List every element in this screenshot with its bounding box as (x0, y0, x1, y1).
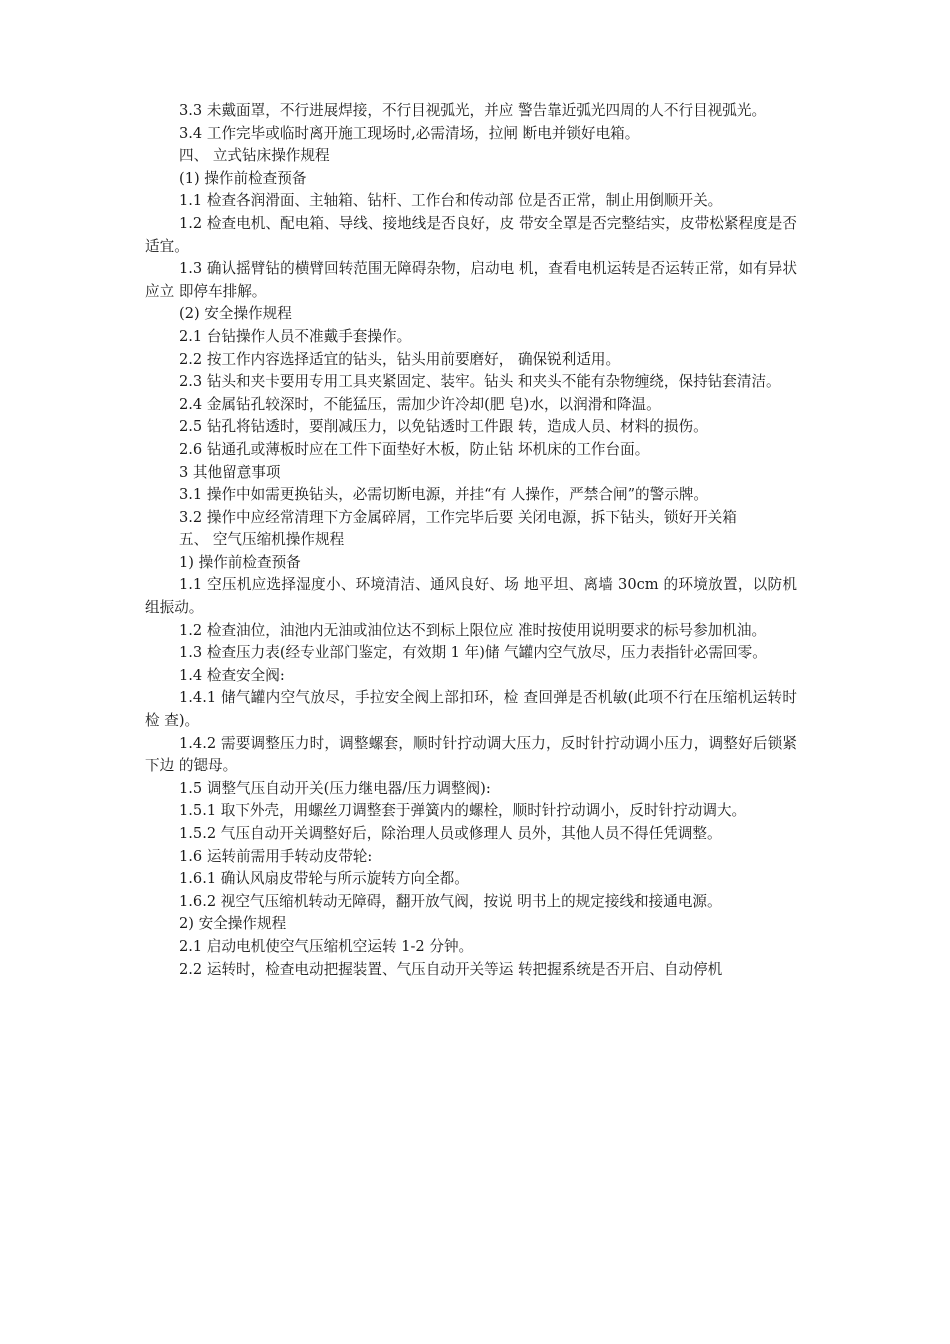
paragraph: 1.5 调整气压自动开关(压力继电器/压力调整阀): (179, 779, 491, 797)
paragraph: 1.6 运转前需用手转动皮带轮: (179, 847, 373, 865)
paragraph: 1.5.1 取下外壳，用螺丝刀调整套于弹簧内的螺栓，顺时针拧动调小，反时针拧动调大。 (179, 802, 747, 820)
paragraph: 2.1 台钻操作人员不准戴手套操作。 (179, 327, 412, 345)
section-heading: 四、 立式钻床操作规程 (179, 147, 330, 165)
paragraph: 2.4 金属钻孔较深时，不能猛压，需加少许冷却(肥 皂)水，以润滑和降温。 (179, 395, 661, 413)
paragraph: 2.1 启动电机使空气压缩机空运转 1-2 分钟。 (179, 937, 474, 955)
paragraph: 2.6 钻通孔或薄板时应在工件下面垫好木板，防止钻 坏机床的工作台面。 (179, 440, 650, 458)
paragraph: 1.3 确认摇臂钻的横臂回转范围无障碍杂物，启动电 机，查看电机运转是否运转正常，如有异状应立 即停车排解。 (145, 260, 797, 300)
paragraph: 1.1 空压机应选择湿度小、环境清洁、通风良好、场 地平坦、离墙 30cm 的环境放置，以防机组振动。 (145, 576, 797, 617)
paragraph: 2.2 按工作内容选择适宜的钻头，钻头用前要磨好， 确保锐利适用。 (179, 350, 621, 368)
subsection-heading: 1) 操作前检查预备 (179, 553, 301, 571)
subsection-heading: (2) 安全操作规程 (179, 305, 292, 323)
paragraph: 2.5 钻孔将钻透时，要削减压力，以免钻透时工件跟 转，造成人员、材料的损伤。 (179, 418, 708, 436)
paragraph: 1.6.2 视空气压缩机转动无障碍，翻开放气阀，按说 明书上的规定接线和接通电源。 (179, 892, 722, 910)
document-body (145, 100, 797, 981)
paragraph: 3.4 工作完毕或临时离开施工现场时,必需清场，拉闸 断电并锁好电箱。 (179, 124, 640, 142)
paragraph: 2.3 钻头和夹卡要用专用工具夹紧固定、装牢。钻头 和夹头不能有杂物缠绕，保持钻套清洁。 (179, 373, 781, 391)
paragraph: 1.6.1 确认风扇皮带轮与所示旋转方向全都。 (179, 870, 469, 888)
subsection-heading: 2) 安全操作规程 (179, 915, 287, 933)
paragraph: 1.1 检查各润滑面、主轴箱、钻杆、工作台和传动部 位是否正常，制止用倒顺开关。 (179, 192, 723, 210)
section-heading: 五、 空气压缩机操作规程 (179, 531, 345, 549)
paragraph: 1.2 检查油位，油池内无油或油位达不到标上限位应 准时按使用说明要求的标号参加机油。 (179, 621, 767, 639)
subsection-heading: 3 其他留意事项 (179, 463, 281, 481)
paragraph: 1.5.2 气压自动开关调整好后，除治理人员或修理人 员外，其他人员不得任凭调整。 (179, 825, 722, 842)
paragraph: 3.2 操作中应经常清理下方金属碎屑，工作完毕后要 关闭电源，拆下钻头，锁好开关箱 (179, 508, 737, 526)
subsection-heading: (1) 操作前检查预备 (179, 169, 307, 187)
paragraph: 1.4 检查安全阀: (179, 666, 285, 684)
paragraph: 3.1 操作中如需更换钻头，必需切断电源，并挂“有 人操作，严禁合闸”的警示牌。 (179, 486, 709, 504)
paragraph: 2.2 运转时，检查电动把握装置、气压自动开关等运 转把握系统是否开启、自动停机 (179, 960, 723, 978)
paragraph: 1.4.1 储气罐内空气放尽，手拉安全阀上部扣环，检 查回弹是否机敏(此项不行在压缩机运转时检 查)。 (145, 689, 797, 730)
paragraph: 1.4.2 需要调整压力时，调整螺套，顺时针拧动调大压力，反时针拧动调小压力，调整好后锁紧下边 的锶母。 (145, 734, 797, 775)
paragraph: 3.3 未戴面罩，不行进展焊接，不行目视弧光，并应 警告靠近弧光四周的人不行目视弧光。 (179, 102, 767, 119)
paragraph: 1.2 检查电机、配电箱、导线、接地线是否良好，皮 带安全罩是否完整结实，皮带松紧程度是否适宜。 (145, 214, 797, 255)
paragraph: 1.3 检查压力表(经专业部门鉴定，有效期 1 年)储 气罐内空气放尽，压力表指针必需回零。 (179, 644, 767, 662)
